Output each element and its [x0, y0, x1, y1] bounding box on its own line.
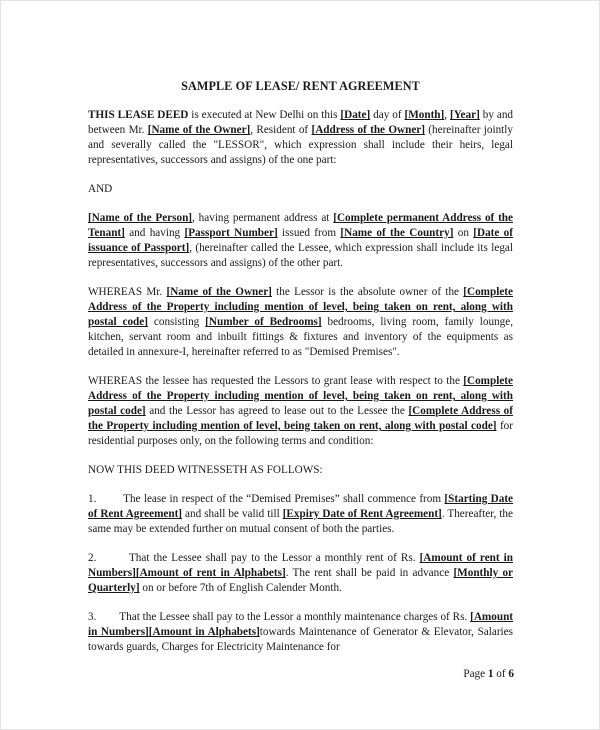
of-word: of — [493, 668, 509, 680]
text: day of — [370, 109, 405, 121]
text: , (hereinafter called the Lessee, which expression shall include its legal representatives, successors and assigns) of the other part. — [88, 242, 513, 269]
field-person-name: [Name of the Person] — [88, 212, 193, 224]
text: bedrooms, living room, family lounge, kitchen, servant room and inbuilt fittings & fixtures and inventory of the equipments as detailed in annexure-I, hereinafter referred to as "Demised Premises". — [88, 316, 513, 358]
text: and having — [124, 227, 185, 239]
text: . The rent shall be paid in advance — [285, 567, 454, 579]
field-property-address: [Complete Address of the Property including mention of level, being taken on rent, along with postal code] — [88, 405, 513, 432]
lease-deed-lead: THIS LEASE DEED — [88, 109, 189, 121]
text: the Lessor is the absolute owner of the — [271, 286, 464, 298]
text: , Resident of — [250, 124, 312, 136]
document-body — [88, 79, 513, 669]
text: , having permanent address at — [192, 212, 334, 224]
field-bedrooms: [Number of Bedrooms] — [205, 316, 322, 328]
field-rent-amount: [Amount of rent in Numbers][Amount of rent in Alphabets] — [88, 552, 514, 579]
field-passport-date: [Date of issuance of Passport] — [88, 227, 514, 254]
and-separator: AND — [88, 183, 113, 195]
page-number — [463, 668, 514, 680]
text: That the Lessee shall pay to the Lessor a monthly rent of Rs. — [128, 552, 420, 564]
field-passport-number: [Passport Number] — [184, 227, 278, 239]
text: , — [444, 109, 450, 121]
clause-2 — [88, 551, 513, 596]
field-date: [Date] — [340, 109, 371, 121]
text: consisting — [147, 316, 206, 328]
field-property-address: [Complete Address of the Property including mention of level, being taken on rent, along with postal code] — [88, 375, 513, 417]
lessee-paragraph — [88, 211, 513, 271]
text: towards Maintenance of Generator & Elevator, Salaries towards guards, Charges for Electricity Maintenance for — [88, 626, 513, 653]
text: and shall be valid till — [182, 508, 283, 520]
text: issued from — [277, 227, 341, 239]
opening-paragraph — [88, 108, 513, 168]
text: . Thereafter, the same may be extended further on mutual consent of both the parties. — [88, 508, 513, 535]
field-property-address: [Complete Address of the Property including mention of level, being taken on rent, along with postal code] — [88, 286, 513, 328]
document-title: SAMPLE OF LEASE/ RENT AGREEMENT — [181, 79, 420, 93]
field-month: [Month] — [404, 109, 445, 121]
clause-3 — [88, 610, 513, 655]
field-payment-frequency: [Monthly or Quarterly] — [88, 567, 514, 594]
field-owner-name: [Name of the Owner] — [166, 286, 272, 298]
whereas-owner-paragraph — [88, 285, 513, 360]
clause-1 — [88, 492, 513, 537]
text: is executed at New Delhi on this — [188, 109, 341, 121]
current-page: 1 — [487, 668, 494, 680]
text: That the Lessee shall pay to the Lessor a monthly maintenance charges of Rs. — [119, 611, 471, 623]
field-tenant-address: [Complete permanent Address of the Tenant] — [88, 212, 513, 239]
clause-number: 2. — [88, 552, 97, 564]
clause-number: 3. — [88, 611, 97, 623]
field-maintenance-amount: [Amount in Numbers][Amount in Alphabets] — [88, 611, 514, 638]
page-word: Page — [463, 668, 488, 680]
text: on — [453, 227, 474, 239]
text: WHEREAS the lessee has requested the Lessors to grant lease with respect to the — [88, 375, 464, 387]
text: on or before 7th of English Calender Month. — [139, 582, 342, 594]
clause-number: 1. — [88, 493, 97, 505]
field-owner-address: [Address of the Owner] — [311, 124, 425, 136]
text: for residential purposes only, on the following terms and condition: — [88, 420, 513, 447]
field-country: [Name of the Country] — [340, 227, 454, 239]
field-year: [Year] — [449, 109, 480, 121]
witness-heading: NOW THIS DEED WITNESSETH AS FOLLOWS: — [88, 464, 323, 476]
text: The lease in respect of the “Demised Premises” shall commence from — [123, 493, 445, 505]
total-pages: 6 — [508, 668, 514, 680]
text: (hereinafter jointly and severally called the "LESSOR", which expression shall include their heirs, legal representatives, successors and assigns) of the one part: — [88, 124, 513, 166]
whereas-lessee-paragraph — [88, 374, 513, 449]
field-start-date: [Starting Date of Rent Agreement] — [88, 493, 514, 520]
text: WHEREAS Mr. — [88, 286, 167, 298]
text: by and between Mr. — [88, 109, 514, 136]
field-owner-name: [Name of the Owner] — [147, 124, 251, 136]
text: and the Lessor has agreed to lease out to the Lessee the — [145, 405, 409, 417]
field-expiry-date: [Expiry Date of Rent Agreement] — [282, 508, 442, 520]
